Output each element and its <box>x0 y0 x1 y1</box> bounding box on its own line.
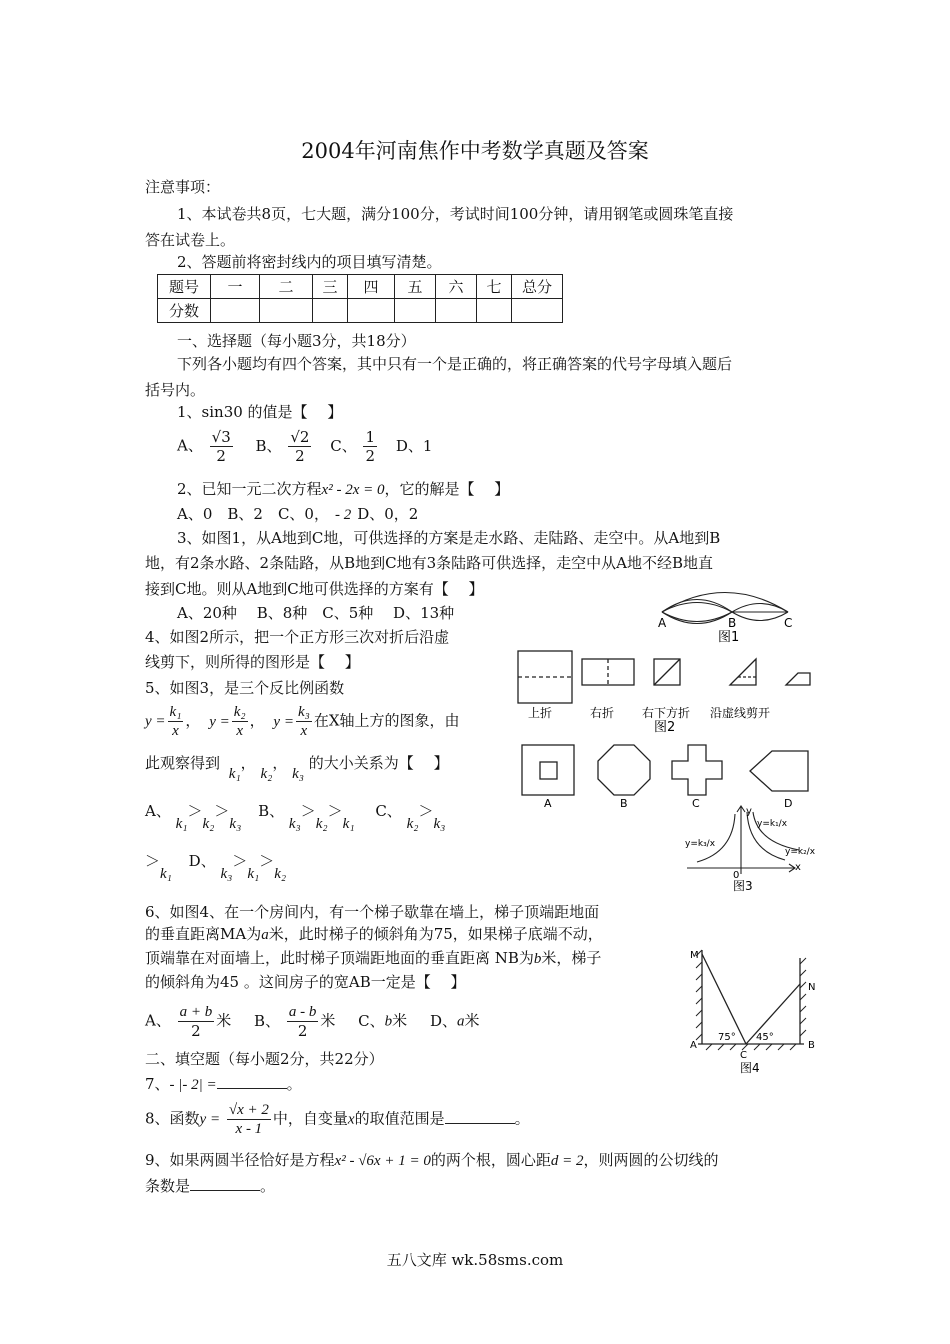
q9-line2: 条数是 。 <box>145 1177 276 1195</box>
fig1-label-c: C <box>784 616 793 630</box>
q6-line1: 6、如图4、在一个房间内，有一个梯子歇靠在墙上，梯子顶端距地面 <box>145 903 600 921</box>
fig4-angle-45: 45° <box>756 1032 774 1043</box>
q1-options: A、 $\frac{√3}{2}$ B、 $\frac{√2}{2}$ C、 $\frac{1}{2}$ D、1 <box>177 428 433 465</box>
q2-stem: 2、已知一元二次方程x² - 2x = 0，它的解是【 】 <box>177 480 510 498</box>
score-cell[interactable] <box>313 299 348 323</box>
q5-functions: y = $\frac{\text{k₁}}{x}$ ， y = $\frac{\text{k₂}}{x}$ ， y = $\frac{\text{k₃}}{x}$ 在X轴上方的图象，由 <box>145 704 460 739</box>
q6-options: A、 $\frac{a + b}{2}$ 米 B、 $\frac{a - b}{2}$ 米 C、b米 D、a米 <box>145 1004 480 1040</box>
section1-heading: 一、选择题（每小题3分，共18分） <box>177 332 416 350</box>
score-header: 六 <box>436 275 477 299</box>
fig2-step4: 沿虚线剪开 <box>710 706 771 720</box>
fig4-label-m: M <box>690 950 699 961</box>
fig3-eq-left: y=k₃/x <box>685 839 716 849</box>
q7-answer-blank[interactable] <box>217 1074 287 1089</box>
score-header: 七 <box>477 275 512 299</box>
fig3-y-axis: y <box>746 806 752 817</box>
figure-2 <box>512 645 812 815</box>
q5-line1: 5、如图3，是三个反比例函数 <box>145 679 345 697</box>
fig2-choice-b: B <box>620 797 628 810</box>
q3-line3: 接到C地。则从A地到C地可供选择的方案有【 】 <box>145 580 484 598</box>
q7: 7、- |- 2| = 。 <box>145 1075 302 1093</box>
score-header: 一 <box>211 275 260 299</box>
score-cell[interactable] <box>348 299 395 323</box>
fig4-label-a: A <box>690 1040 697 1051</box>
section1-intro: 下列各小题均有四个答案，其中只有一个是正确的，将正确答案的代号字母填入题后 <box>177 355 733 373</box>
page-title: 2004年河南焦作中考数学真题及答案 <box>301 139 649 163</box>
fig2-step1: 上折 <box>528 706 553 720</box>
q8-answer-blank[interactable] <box>445 1109 515 1124</box>
section2-heading: 二、填空题（每小题2分，共22分） <box>145 1050 384 1068</box>
q5-options-row2: ＞k₁ D、 k₃＞k₁＞k₂ <box>145 852 287 882</box>
score-header: 二 <box>260 275 313 299</box>
fig4-label-b: B <box>808 1040 815 1051</box>
section1-intro-cont: 括号内。 <box>145 381 206 399</box>
fig3-eq-right: y=k₂/x <box>785 847 816 857</box>
q3-line1: 3、如图1，从A地到C地，可供选择的方案是走水路、走陆路、走空中。从A地到B <box>177 529 721 547</box>
figure-3 <box>683 802 823 894</box>
q5-line3: 此观察得到 k₁， k₂， k₃ 的大小关系为【 】 <box>145 754 449 782</box>
score-header: 总分 <box>512 275 563 299</box>
fig1-label-a: A <box>658 616 667 630</box>
q2-options: A、0 B、2 C、0， - 2 D、0，2 <box>177 505 419 523</box>
fig2-caption: 图2 <box>654 720 676 735</box>
score-cell[interactable] <box>477 299 512 323</box>
notice-heading: 注意事项： <box>145 178 221 196</box>
score-cell[interactable] <box>436 299 477 323</box>
q6-line4: 的倾斜角为45 。这间房子的宽AB一定是【 】 <box>145 973 466 991</box>
q9-answer-blank[interactable] <box>190 1176 260 1191</box>
score-table <box>157 274 563 323</box>
fig4-label-c: C <box>740 1050 747 1061</box>
fig2-step3: 右下方折 <box>642 706 691 720</box>
score-cell[interactable] <box>211 299 260 323</box>
notice-item-2: 2、答题前将密封线内的项目填写清楚。 <box>177 253 442 271</box>
score-row-label: 分数 <box>158 299 211 323</box>
q8: 8、函数y = $\frac{√x + 2}{x - 1}$ 中，自变量x的取值范围是 。 <box>145 1102 530 1137</box>
q6-line2: 的垂直距离MA为a米，此时梯子的倾斜角为75，如果梯子底端不动， <box>145 925 603 943</box>
q4-line1: 4、如图2所示，把一个正方形三次对折后沿虚 <box>145 628 450 646</box>
figure-4 <box>686 944 826 1078</box>
score-header: 三 <box>313 275 348 299</box>
notice-item-1-cont: 答在试卷上。 <box>145 231 236 249</box>
notice-item-1: 1、本试卷共8页，七大题，满分100分，考试时间100分钟，请用钢笔或圆珠笔直接 <box>177 205 734 223</box>
fig2-choice-c: C <box>692 797 700 810</box>
score-header: 五 <box>395 275 436 299</box>
fig4-caption: 图4 <box>740 1061 760 1075</box>
score-cell[interactable] <box>512 299 563 323</box>
fig1-caption: 图1 <box>718 630 740 643</box>
fig3-eq-top: y=k₁/x <box>757 819 788 829</box>
score-cell[interactable] <box>395 299 436 323</box>
fig2-choice-a: A <box>544 797 552 810</box>
fig4-angle-75: 75° <box>718 1032 736 1043</box>
fig3-caption: 图3 <box>733 879 753 893</box>
fig2-choice-d: D <box>784 797 793 810</box>
q5-options-row1: A、 k₁＞k₂＞k₃ B、 k₃＞k₂＞k₁ C、 k₂＞k₃ <box>145 802 446 832</box>
q3-options: A、20种 B、8种 C、5种 D、13种 <box>177 604 455 622</box>
fig3-x-axis: x <box>795 862 801 873</box>
score-header: 题号 <box>158 275 211 299</box>
fig3-origin: 0 <box>733 870 740 881</box>
q9-line1: 9、如果两圆半径恰好是方程x² - √6x + 1 = 0的两个根，圆心距d = 2，则两圆的公切线的 <box>145 1151 719 1169</box>
score-cell[interactable] <box>260 299 313 323</box>
q3-line2: 地，有2条水路、2条陆路，从B地到C地有3条陆路可供选择，走空中从A地不经B地直 <box>145 554 713 572</box>
figure-1 <box>650 585 810 643</box>
q6-line3: 顶端靠在对面墙上，此时梯子顶端距地面的垂直距离 NB为b米，梯子 <box>145 949 602 967</box>
fig2-step2: 右折 <box>590 706 615 720</box>
page-footer: 五八文库 wk.58sms.com <box>386 1251 564 1269</box>
score-header: 四 <box>348 275 395 299</box>
q1-stem: 1、sin30 的值是【 】 <box>177 403 343 421</box>
q4-line2: 线剪下，则所得的图形是【 】 <box>145 653 360 671</box>
fig4-label-n: N <box>808 982 816 993</box>
fig1-label-b: B <box>728 616 737 630</box>
